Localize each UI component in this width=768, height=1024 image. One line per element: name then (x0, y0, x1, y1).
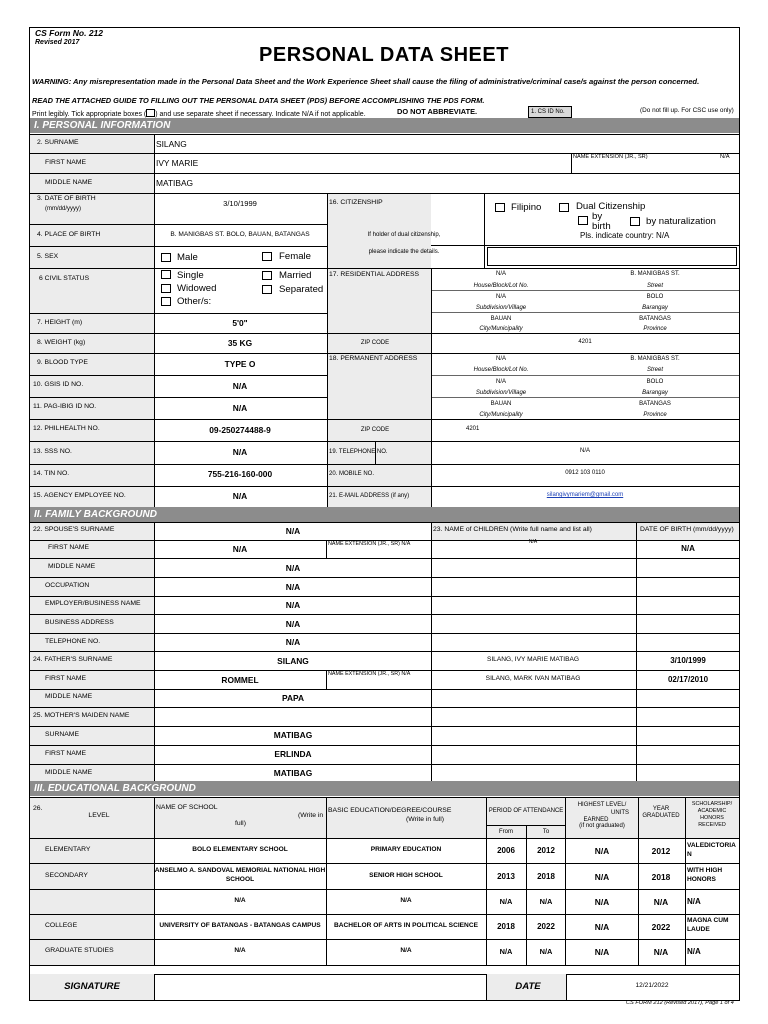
education-highest[interactable]: N/A (594, 922, 610, 932)
philhealth-label: 12. PHILHEALTH NO. (33, 425, 100, 432)
school-header-c: full) (235, 820, 246, 827)
spouse-surname-value[interactable]: N/A (285, 526, 301, 536)
education-highest[interactable]: N/A (594, 947, 610, 957)
form-number: CS Form No. 212 (35, 28, 104, 38)
honors-header-b: ACADEMIC (697, 808, 727, 814)
education-course[interactable]: N/A (400, 897, 412, 904)
by-birth-checkbox[interactable] (578, 216, 588, 225)
surname-label: 2. SURNAME (37, 139, 79, 146)
school-header-a: NAME OF SCHOOL (156, 804, 218, 811)
mother-first-name-label: FIRST NAME (45, 750, 87, 757)
filipino-label: Filipino (511, 202, 542, 213)
middle-name-value[interactable]: MATIBAG (156, 178, 194, 188)
res-brgy-value[interactable]: BOLO (646, 294, 664, 300)
school-header-b: (Write in (298, 812, 324, 819)
res-street-value[interactable]: B. MANIGBAS ST. (630, 271, 680, 277)
section-personal-information: I. PERSONAL INFORMATION (30, 118, 739, 133)
sss-value[interactable]: N/A (232, 447, 248, 457)
mobile-value[interactable]: 0912 103 0110 (565, 470, 605, 476)
res-street-sub: Street (646, 283, 664, 289)
occupation-label: OCCUPATION (45, 582, 90, 589)
education-from[interactable]: 2013 (497, 872, 515, 881)
middle-name-label: MIDDLE NAME (45, 179, 93, 186)
citizenship-label: 16. CITIZENSHIP (329, 199, 383, 206)
course-header-b: (Write in full) (406, 816, 445, 823)
res-zip-value[interactable]: 4201 (578, 339, 592, 345)
spouse-middle-name-label: MIDDLE NAME (48, 563, 96, 570)
filipino-checkbox[interactable] (495, 203, 505, 212)
telephone-value[interactable]: N/A (579, 448, 591, 454)
surname-value[interactable]: SILANG (156, 139, 187, 149)
civil-status-label: 6 CIVIL STATUS (39, 275, 90, 282)
year-header-a: YEAR (652, 806, 670, 812)
residential-address-label: 17. RESIDENTIAL ADDRESS (329, 271, 420, 278)
education-level: GRADUATE STUDIES (45, 947, 114, 954)
perm-city-sub: City/Municipality (479, 412, 523, 418)
father-surname-value[interactable]: SILANG (277, 656, 309, 666)
philhealth-value[interactable]: 09-250274488-9 (209, 425, 271, 435)
sex-label: 5. SEX (37, 253, 59, 260)
country-dropdown[interactable] (487, 247, 737, 266)
occupation-value[interactable]: N/A (285, 582, 301, 592)
mobile-label: 20. MOBILE NO. (329, 471, 375, 477)
spouse-telephone-value[interactable]: N/A (285, 637, 301, 647)
education-course[interactable]: N/A (400, 947, 412, 954)
education-honors-2[interactable]: N (687, 851, 692, 858)
dob-value[interactable]: 3/10/1999 (223, 199, 257, 208)
blood-type-value[interactable]: TYPE O (224, 359, 256, 369)
education-number: 26. (33, 805, 43, 812)
highest-header-d: (if not graduated) (579, 823, 625, 829)
father-middle-name-value[interactable]: PAPA (281, 693, 305, 703)
education-from[interactable]: N/A (499, 897, 513, 906)
education-school[interactable]: ANSELMO A. SANDOVAL MEMORIAL NATIONAL HIGH (154, 867, 326, 874)
perm-street-sub: Street (646, 367, 664, 373)
from-header: From (499, 829, 513, 835)
honors-header-d: RECEIVED (698, 822, 726, 828)
telephone-label: 19. TELEPHONE NO. (329, 449, 388, 455)
education-honors-2[interactable]: LAUDE (687, 926, 710, 933)
family-label-column (30, 522, 154, 783)
warning-text: WARNING: Any misrepresentation made in the Personal Data Sheet and the Work Experience Sheet shall cause the filing of administrative/criminal case/s against the person concerned. (32, 77, 700, 86)
spouse-first-name-value[interactable]: N/A (232, 544, 248, 554)
signature-field[interactable] (156, 976, 484, 998)
mother-surname-value[interactable]: MATIBAG (273, 730, 313, 740)
others-label: Other/s: (177, 296, 212, 307)
education-honors[interactable]: WITH HIGH (687, 867, 723, 874)
cs-id-label: 1. CS ID No. (531, 109, 565, 115)
read-guide-text: READ THE ATTACHED GUIDE TO FILLING OUT THE PERSONAL DATA SHEET (PDS) BEFORE ACCOMPLISHING THE PDS FORM. (32, 96, 485, 105)
country-text: Pls. indicate country: N/A (580, 231, 670, 240)
pob-value[interactable]: B. MANIGBAS ST. BOLO, BAUAN, BATANGAS (170, 231, 310, 238)
agency-employee-label: 15. AGENCY EMPLOYEE NO. (33, 492, 126, 499)
education-course[interactable]: BACHELOR OF ARTS IN POLITICAL SCIENCE (334, 922, 478, 929)
education-to[interactable]: 2012 (537, 846, 555, 855)
height-label: 7. HEIGHT (m) (37, 319, 83, 326)
education-highest[interactable]: N/A (594, 897, 610, 907)
mother-first-name-value[interactable]: ERLINDA (274, 749, 312, 759)
agency-employee-value[interactable]: N/A (232, 491, 248, 501)
pagibig-label: 11. PAG-IBIG ID NO. (33, 403, 97, 410)
education-highest[interactable]: N/A (594, 872, 610, 882)
date-value[interactable]: 12/21/2022 (635, 982, 669, 989)
dob-format: (mm/dd/yyyy) (45, 206, 81, 212)
dual-citizenship-label: Dual Citizenship (576, 201, 646, 212)
pob-label: 4. PLACE OF BIRTH (37, 231, 101, 238)
mother-surname-label: SURNAME (45, 731, 79, 738)
res-prov-sub: Province (643, 326, 667, 332)
child-3-name[interactable]: SILANG, MARK IVAN MATIBAG (485, 675, 581, 682)
tin-value[interactable]: 755-216-160-000 (207, 469, 273, 479)
business-address-label: BUSINESS ADDRESS (45, 619, 114, 626)
csc-use-note: (Do not fill up. For CSC use only) (640, 107, 734, 114)
level-header: LEVEL (88, 812, 110, 819)
dual-note-1: If holder of dual citizenship, (367, 232, 441, 238)
by-naturalization-checkbox[interactable] (630, 217, 640, 226)
dual-citizenship-checkbox[interactable] (559, 203, 569, 212)
spouse-telephone-label: TELEPHONE NO. (45, 638, 101, 645)
weight-label: 8. WEIGHT (kg) (37, 339, 86, 346)
female-checkbox[interactable] (262, 252, 272, 261)
education-to[interactable]: N/A (539, 947, 553, 956)
gsis-label: 10. GSIS ID NO. (33, 381, 84, 388)
perm-street-value[interactable]: B. MANIGBAS ST. (630, 356, 680, 362)
first-name-label: FIRST NAME (45, 159, 87, 166)
perm-zip-label: ZIP CODE (360, 427, 390, 433)
email-value[interactable]: silangivymariem@gmail.com (546, 492, 624, 498)
education-honors[interactable]: VALEDICTORIA (687, 842, 736, 849)
married-checkbox[interactable] (262, 271, 272, 280)
married-label: Married (279, 270, 312, 281)
education-year[interactable]: N/A (653, 897, 669, 907)
course-header-a: BASIC EDUCATION/DEGREE/COURSE (328, 807, 452, 814)
education-honors-2[interactable]: HONORS (687, 876, 716, 883)
dual-note-2: please indicate the details. (368, 249, 440, 255)
education-school[interactable]: N/A (234, 897, 246, 904)
tin-label: 14. TIN NO. (33, 470, 70, 477)
res-house-sub: House/Block/Lot No. (473, 283, 529, 289)
child-3-dob[interactable]: 02/17/2010 (667, 675, 709, 684)
perm-subd-value[interactable]: N/A (495, 379, 507, 385)
res-house-value[interactable]: N/A (495, 271, 507, 277)
others-checkbox[interactable] (161, 297, 171, 306)
period-header: PERIOD OF ATTENDANCE (488, 808, 564, 814)
employer-value[interactable]: N/A (285, 600, 301, 610)
height-value[interactable]: 5'0" (232, 318, 248, 328)
mother-middle-name-value[interactable]: MATIBAG (273, 768, 313, 778)
section-family-background: II. FAMILY BACKGROUND (30, 507, 739, 522)
education-level: COLLEGE (45, 922, 78, 929)
perm-house-value[interactable]: N/A (495, 356, 507, 362)
res-brgy-sub: Barangay (642, 305, 668, 311)
perm-subd-sub: Subdivision/Village (475, 390, 527, 396)
res-subd-value[interactable]: N/A (495, 294, 507, 300)
widowed-label: Widowed (177, 283, 217, 294)
birth-label: birth (592, 221, 611, 232)
child-2-dob[interactable]: 3/10/1999 (670, 656, 706, 665)
education-course[interactable]: PRIMARY EDUCATION (370, 846, 442, 853)
highest-header-c: EARNED (583, 817, 609, 823)
dob-label: 3. DATE OF BIRTH (37, 195, 96, 202)
by-label: by (592, 211, 603, 222)
separated-checkbox[interactable] (262, 285, 272, 294)
education-school[interactable]: BOLO ELEMENTARY SCHOOL (192, 846, 288, 853)
education-to[interactable]: N/A (539, 897, 553, 906)
child-1-name[interactable]: N/A (528, 539, 538, 545)
child-1-dob[interactable]: N/A (681, 544, 695, 553)
res-zip-label: ZIP CODE (360, 340, 390, 346)
child-2-name[interactable]: SILANG, IVY MARIE MATIBAG (486, 656, 580, 663)
gsis-value[interactable]: N/A (232, 381, 248, 391)
education-to[interactable]: 2018 (537, 872, 555, 881)
education-level: SECONDARY (45, 872, 88, 879)
children-dob-label: DATE OF BIRTH (mm/dd/yyyy) (640, 526, 734, 533)
naturalization-label: by naturalization (646, 216, 716, 227)
name-extension-value[interactable]: N/A (720, 154, 730, 160)
section-educational-background: III. EDUCATIONAL BACKGROUND (30, 781, 739, 796)
education-course[interactable]: SENIOR HIGH SCHOOL (369, 872, 443, 879)
sss-label: 13. SSS NO. (33, 448, 72, 455)
page-title: PERSONAL DATA SHEET (259, 44, 509, 66)
mother-middle-name-label: MIDDLE NAME (45, 769, 93, 776)
education-level: ELEMENTARY (45, 846, 91, 853)
spouse-name-extension[interactable]: NAME EXTENSION (JR., SR) N/A (328, 541, 411, 547)
permanent-address-label: 18. PERMANENT ADDRESS (329, 355, 418, 362)
education-school[interactable]: UNIVERSITY OF BATANGAS - BATANGAS CAMPUS (159, 922, 321, 929)
pagibig-value[interactable]: N/A (232, 403, 248, 413)
male-checkbox[interactable] (161, 253, 171, 262)
spouse-first-name-label: FIRST NAME (48, 544, 90, 551)
education-year[interactable]: 2012 (651, 846, 671, 856)
perm-prov-sub: Province (643, 412, 667, 418)
education-year[interactable]: 2022 (651, 922, 671, 932)
single-label: Single (177, 270, 204, 281)
blood-type-label: 9. BLOOD TYPE (37, 359, 88, 366)
father-first-name-value[interactable]: ROMMEL (221, 675, 259, 685)
education-from[interactable]: N/A (499, 947, 513, 956)
father-first-name-label: FIRST NAME (45, 675, 87, 682)
children-label: 23. NAME of CHILDREN (Write full name and list all) (433, 526, 592, 533)
education-school[interactable]: N/A (234, 947, 246, 954)
first-name-value[interactable]: IVY MARIE (156, 158, 199, 168)
year-header-b: GRADUATED (642, 813, 680, 819)
date-label: DATE (515, 981, 541, 992)
print-legibly-b: ) and use separate sheet if necessary. Indicate N/A if not applicable. (155, 111, 366, 118)
perm-brgy-value[interactable]: BOLO (646, 379, 664, 385)
father-surname-label: 24. FATHER'S SURNAME (33, 656, 113, 663)
education-year[interactable]: N/A (653, 947, 669, 957)
business-address-value[interactable]: N/A (285, 619, 301, 629)
highest-header-a: HIGHEST LEVEL/ (577, 802, 627, 808)
education-from[interactable]: 2018 (497, 922, 515, 931)
honors-header-c: HONORS (700, 815, 724, 821)
perm-prov-value[interactable]: BATANGAS (639, 401, 671, 407)
spouse-surname-label: 22. SPOUSE'S SURNAME (33, 526, 115, 533)
signature-label: SIGNATURE (64, 981, 120, 992)
education-from[interactable]: 2006 (497, 846, 515, 855)
widowed-checkbox[interactable] (161, 284, 171, 293)
highest-header-b: UNITS (611, 810, 629, 816)
form-revised: Revised 2017 (35, 39, 80, 46)
perm-zip-value[interactable]: 4201 (466, 426, 480, 432)
res-city-value[interactable]: BAUAN (490, 316, 512, 322)
education-honors[interactable]: MAGNA CUM (687, 917, 729, 924)
no-abbreviate-text: DO NOT ABBREVIATE. (397, 107, 478, 116)
mother-maiden-name-label: 25. MOTHER'S MAIDEN NAME (33, 712, 130, 719)
honors-header-a: SCHOLARSHIP/ (691, 801, 733, 807)
res-city-sub: City/Municipality (479, 326, 523, 332)
sample-checkbox-icon (146, 109, 155, 117)
name-extension-label: NAME EXTENSION (JR., SR) (573, 154, 648, 160)
separated-label: Separated (279, 284, 324, 295)
perm-city-value[interactable]: BAUAN (490, 401, 512, 407)
father-name-extension[interactable]: NAME EXTENSION (JR., SR) N/A (328, 671, 411, 677)
spouse-middle-name-value[interactable]: N/A (285, 563, 301, 573)
perm-house-sub: House/Block/Lot No. (473, 367, 529, 373)
perm-brgy-sub: Barangay (642, 390, 668, 396)
education-highest[interactable]: N/A (594, 846, 610, 856)
employer-label: EMPLOYER/BUSINESS NAME (45, 600, 141, 607)
email-label: 21. E-MAIL ADDRESS (if any) (329, 493, 410, 499)
to-header: To (542, 829, 550, 835)
education-honors[interactable]: N/A (687, 947, 701, 956)
education-honors[interactable]: N/A (687, 897, 701, 906)
print-legibly-text (32, 108, 366, 118)
male-label: Male (177, 252, 198, 263)
res-subd-sub: Subdivision/Village (475, 305, 527, 311)
education-year[interactable]: 2018 (651, 872, 671, 882)
father-middle-name-label: MIDDLE NAME (45, 693, 93, 700)
single-checkbox[interactable] (161, 270, 171, 279)
female-label: Female (279, 251, 311, 262)
education-to[interactable]: 2022 (537, 922, 555, 931)
form-reference: CS FORM 212 (Revised 2017), Page 1 of 4 (626, 1000, 734, 1006)
res-prov-value[interactable]: BATANGAS (639, 316, 671, 322)
print-legibly-a: Print legibly. Tick appropriate boxes ( (32, 111, 147, 118)
education-school-2[interactable]: SCHOOL (225, 876, 255, 883)
weight-value[interactable]: 35 KG (227, 338, 253, 348)
